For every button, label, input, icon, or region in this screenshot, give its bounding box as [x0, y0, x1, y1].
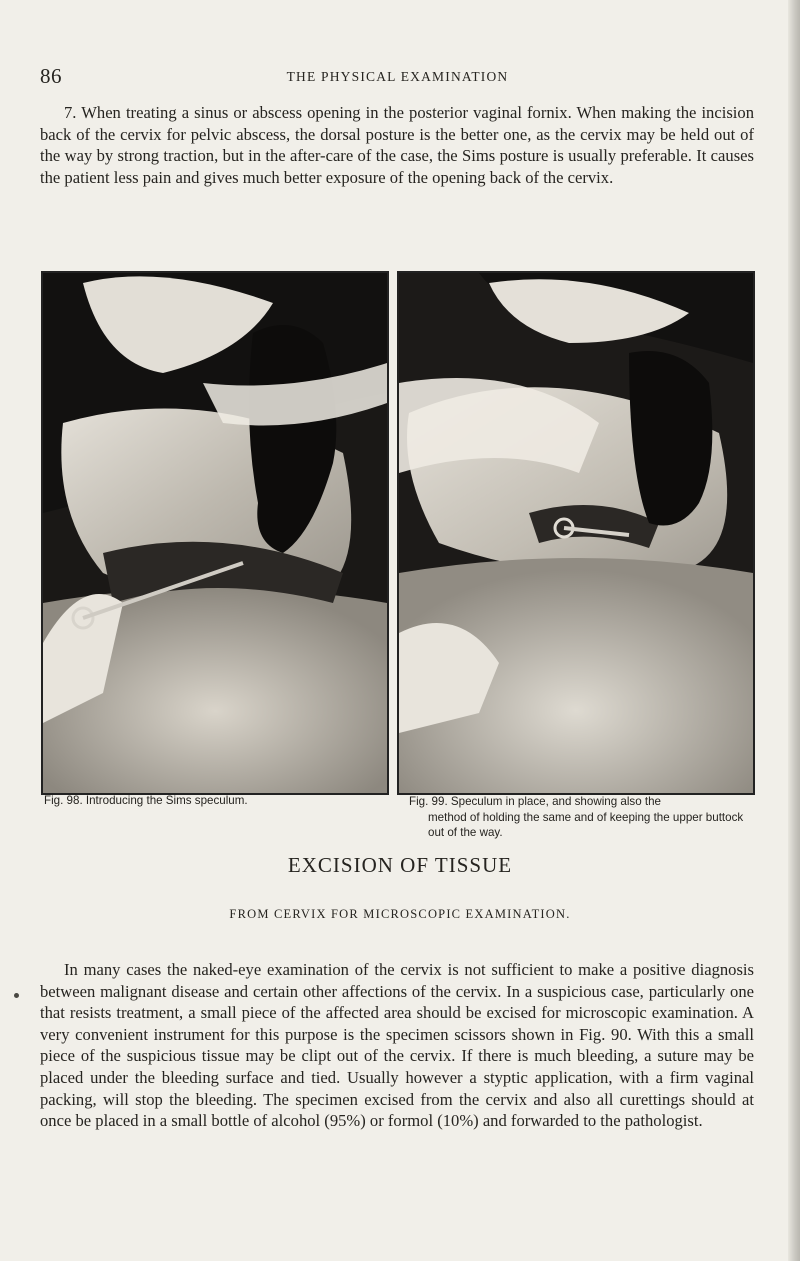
- section-title: EXCISION OF TISSUE: [287, 853, 513, 877]
- figure-98-illustration: [43, 273, 387, 793]
- figure-98-photo: [41, 271, 389, 795]
- margin-mark: [14, 993, 19, 998]
- figure-99-illustration: [399, 273, 753, 793]
- figure-99-caption: [409, 794, 755, 841]
- figure-98-caption: Fig. 98. Introducing the Sims speculum.: [44, 794, 248, 807]
- figure-99-caption-rest: method of holding the same and of keeping the upper buttock out of the way.: [428, 810, 744, 839]
- page-header: [40, 64, 755, 88]
- book-spine-edge: [788, 0, 800, 1261]
- section-subtitle: FROM CERVIX FOR MICROSCOPIC EXAMINATION.: [229, 907, 571, 921]
- running-title: THE PHYSICAL EXAMINATION: [286, 69, 509, 84]
- page-number: 86: [40, 64, 62, 88]
- figure-99-photo: [397, 271, 755, 795]
- figure-99-caption-line1: Fig. 99. Speculum in place, and showing also the: [409, 795, 661, 808]
- body-paragraph: In many cases the naked-eye examination of the cervix is not sufficient to make a positive diagnosis between malignant disease and certain other affections of the cervix. In a suspicious case, particularly one that resists treatment, a small piece of the affected area should be excised for microscopic examination. A very convenient instrument for this purpose is the specimen scissors shown in Fig. 90. With this a small piece of the suspicious tissue may be clipt out of the cervix. If there is much bleeding, a suture may be placed under the bleeding surface and tied. Usually however a styptic application, with a firm vaginal packing, will stop the bleeding. The specimen excised from the cervix and also all curettings should at once be placed in a small bottle of alcohol (95%) or formol (10%) and forwarded to the pathologist.: [40, 960, 754, 1131]
- intro-paragraph: 7. When treating a sinus or abscess opening in the posterior vaginal fornix. When making the incision back of the cervix for pelvic abscess, the dorsal posture is the better one, as the cervix may be held out of the way by strong traction, but in the after-care of the case, the Sims posture is usually preferable. It causes the patient less pain and gives much better exposure of the opening back of the cervix.: [40, 103, 754, 187]
